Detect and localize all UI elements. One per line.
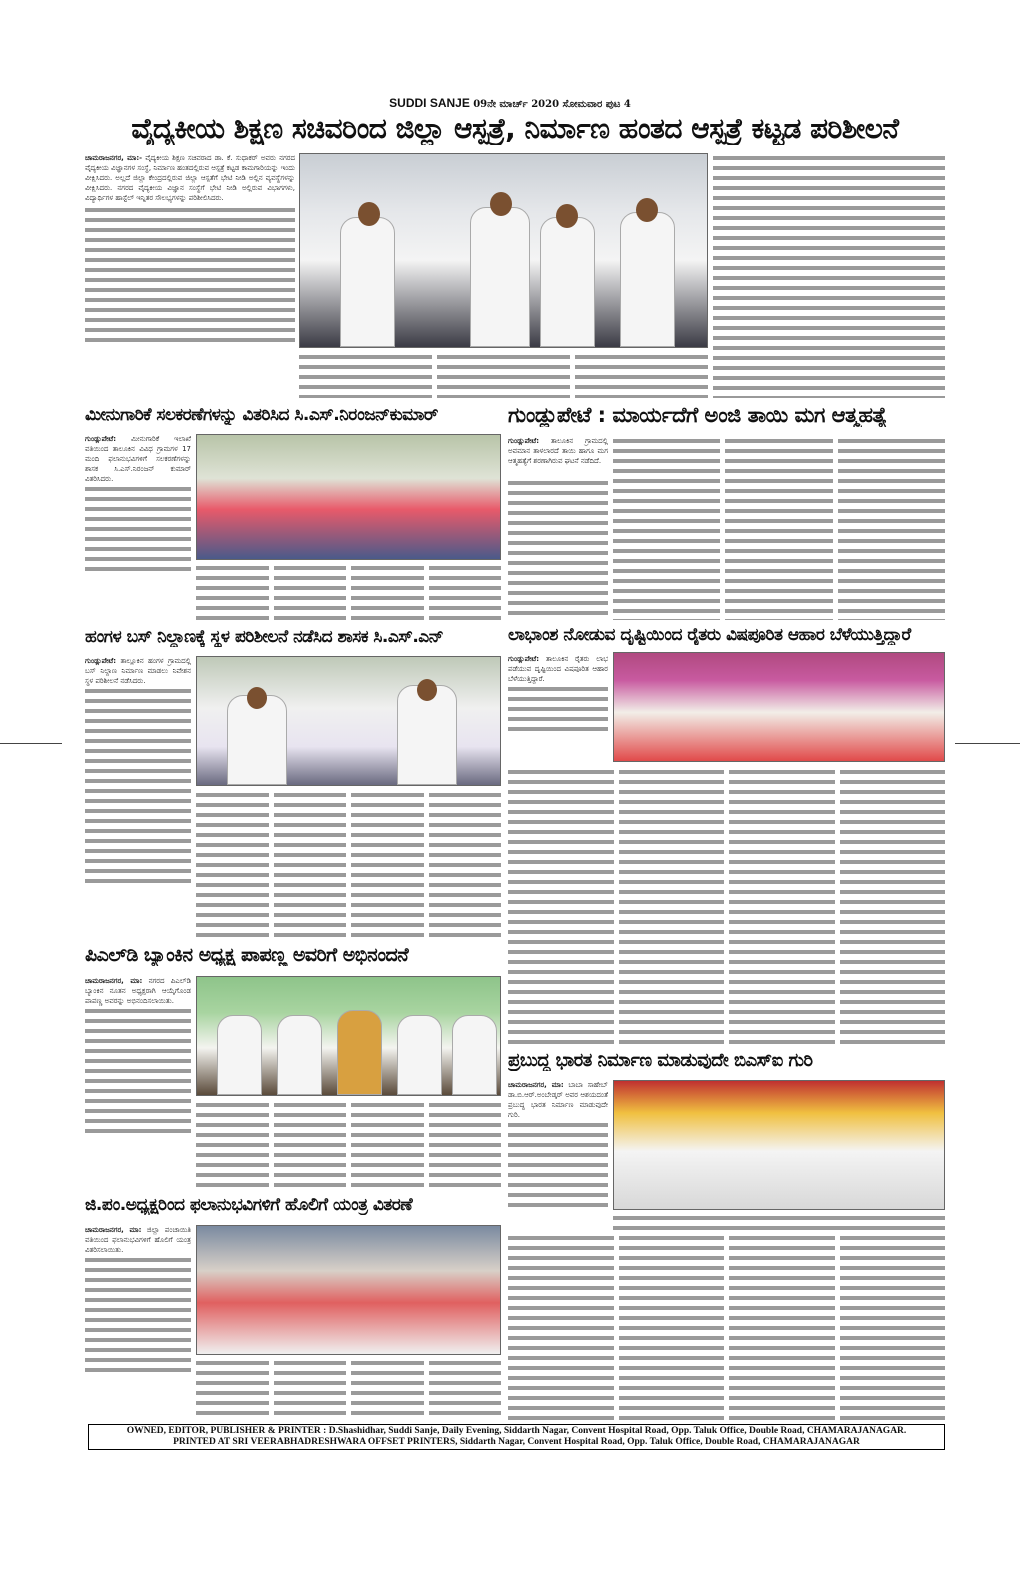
headline-sewing-machine: ಜಿ.ಪಂ.ಅಧ್ಯಕ್ಷರಿಂದ ಫಲಾನುಭವಿಗಳಿಗೆ ಹೊಲಿಗೆ ಯಂತ್ರ ವಿತರಣೆ [85, 1196, 413, 1215]
dateline: ಗುಂಡ್ಲುಪೇಟೆ: [508, 437, 540, 445]
article-1-text [85, 153, 295, 400]
headline-gundlupet: ಗುಂಡ್ಲುಪೇಟೆ : ಮಾರ್ಯದೆಗೆ ಅಂಜಿ ತಾಯಿ ಮಗ ಆತ್ಮಹತ್ಯೆ [508, 404, 887, 427]
article-8-columns [196, 1358, 501, 1420]
dateline: ಚಾಮರಾಜನಗರ, ಮಾ:- [85, 154, 143, 162]
article-4-text [85, 656, 191, 941]
article-5-columns [508, 767, 945, 1045]
dateline: ಗುಂಡ್ಲುಪೇಟೆ: [85, 657, 117, 665]
headline-pld-bank: ಪಿಎಲ್‌ಡಿ ಬ್ಯಾಂಕಿನ ಅಧ್ಯಕ್ಷ ಪಾಪಣ್ಣ ಅವರಿಗೆ ಅಭಿನಂದನೆ [85, 945, 409, 966]
article-lead: ತಾಲ್ಲೂಕಿನ ಹಂಗಳ ಗ್ರಾಮದಲ್ಲಿ ಬಸ್ ನಿಲ್ದಾಣ ನಿರ್ಮಾಣ ಮಾಡಲು ನಿವೇಶನ ಸ್ಥಳ ಪರಿಶೀಲನೆ ನಡೆಸಿದರು. [85, 657, 191, 685]
dateline: ಚಾಮರಾಜನಗರ, ಮಾ: [85, 1226, 142, 1234]
photo-sewing-machine-distribution [196, 1225, 501, 1355]
headline-bus-stand: ಹಂಗಳ ಬಸ್ ನಿಲ್ದಾಣಕ್ಕೆ ಸ್ಥಳ ಪರಿಶೀಲನೆ ನಡೆಸಿದ ಶಾಸಕ ಸಿ.ಎಸ್.ಎನ್ [85, 628, 444, 647]
article-lead: ಜಿಲ್ಲಾ ಪಂಚಾಯಿತಿ ವತಿಯಿಂದ ಫಲಾನುಭವಿಗಳಿಗೆ ಹೊಲಿಗೆ ಯಂತ್ರ ವಿತರಿಸಲಾಯಿತು. [85, 1226, 191, 1254]
margin-rule [0, 743, 62, 744]
photo-farmers-event [613, 652, 945, 762]
article-8-text [85, 1225, 191, 1420]
footer-printer: PRINTED AT SRI VEERABHADRESHWARA OFFSET PRINTERS, Siddarth Nagar, Convent Hospital Road, Opp. Taluk Office, Double Road, CHAMARAJANAGAR [173, 1437, 860, 1447]
photo-felicitation [196, 976, 501, 1096]
article-5-text [508, 654, 608, 764]
paper-name: SUDDI SANJE [389, 96, 470, 110]
dateline: ಚಾಮರಾಜನಗರ, ಮಾ: [85, 977, 143, 985]
article-1-right-column [713, 153, 945, 398]
article-7-columns [508, 1233, 945, 1420]
article-3-lead [508, 436, 608, 476]
dateline: ಗುಂಡ್ಲುಪೇಟೆ: [85, 435, 117, 443]
article-3-columns [613, 436, 945, 620]
article-1-columns [299, 352, 708, 398]
article-6-columns [196, 1100, 501, 1190]
masthead [0, 96, 1020, 110]
photo-fisheries-distribution [196, 434, 501, 560]
text-column [613, 1213, 945, 1231]
dateline: ಗುಂಡ್ಲುಪೇಟೆ: [508, 655, 540, 663]
article-lead: ಮೀನುಗಾರಿಕೆ ಇಲಾಖೆ ವತಿಯಿಂದ ತಾಲೂಕಿನ ವಿವಿಧ ಗ್ರಾಮಗಳ 17 ಮಂದಿ ಫಲಾನುಭವಿಗಳಿಗೆ ಸಲಕರಣೆಗಳನ್ನು ಶಾಸಕ ಸಿ.ಎಸ್.ನಿರಂಜನ್ ಕುಮಾರ್ ವಿತರಿಸಿದರು. [85, 435, 191, 483]
article-lead: ತಾಲೂಕಿನ ಗ್ರಾಮದಲ್ಲಿ ಅವಮಾನ ತಾಳಲಾರದೆ ತಾಯಿ ಹಾಗೂ ಮಗ ಆತ್ಮಹತ್ಯೆಗೆ ಶರಣಾಗಿರುವ ಘಟನೆ ನಡೆದಿದೆ. [508, 437, 608, 465]
article-7-text [508, 1080, 608, 1230]
date-page: 09ನೇ ಮಾರ್ಚ್ 2020 ಸೋಮವಾರ ಪುಟ 4 [473, 99, 631, 110]
article-6-text [85, 976, 191, 1190]
photo-bsi-event [613, 1080, 945, 1210]
headline-fisheries: ಮೀನುಗಾರಿಕೆ ಸಲಕರಣೆಗಳನ್ನು ವಿತರಿಸಿದ ಸಿ.ಎಸ್.ನಿರಂಜನ್‌ಕುಮಾರ್ [85, 406, 438, 425]
article-4-columns [196, 790, 501, 940]
article-lead: ಬಾಬಾ ಸಾಹೇಬ್ ಡಾ.ಬಿ.ಆರ್.ಅಂಬೇಡ್ಕರ್ ಅವರ ಆಶಯದಂತೆ ಪ್ರಬುದ್ಧ ಭಾರತ ನಿರ್ಮಾಣ ಮಾಡುವುದೇ ಗುರಿ. [508, 1081, 608, 1119]
headline-bsi: ಪ್ರಬುದ್ಧ ಭಾರತ ನಿರ್ಮಾಣ ಮಾಡುವುದೇ ಬಿಎಸ್‌ಐ ಗುರಿ [508, 1051, 813, 1071]
article-2-text [85, 434, 191, 622]
article-lead: ವೈದ್ಯಕೀಯ ಶಿಕ್ಷಣ ಸಚಿವರಾದ ಡಾ. ಕೆ. ಸುಧಾಕರ್ ಅವರು ನಗರದ ವೈದ್ಯಕೀಯ ವಿಜ್ಞಾನಗಳ ಸಂಸ್ಥೆ, ನಿರ್ಮಾಣ ಹಂತದಲ್ಲಿರುವ ಆಸ್ಪತ್ರೆ ಕಟ್ಟಡ ಕಾಮಗಾರಿಯನ್ನು ಇಂದು ವೀಕ್ಷಿಸಿದರು. ಅಲ್ಲದೆ ಜಿಲ್ಲಾ ಕೇಂದ್ರದಲ್ಲಿರುವ ಜಿಲ್ಲಾ ಆಸ್ಪತೆಗೆ ಭೇಟಿ ನೀಡಿ ಅಲ್ಲಿನ ವ್ಯವಸ್ಥೆಗಳನ್ನು ವೀಕ್ಷಿಸಿದರು. ನಗರದ ವೈದ್ಯಕೀಯ ವಿಜ್ಞಾನ ಸಂಸ್ಥೆಗೆ ಭೇಟಿ ನೀಡಿ ಅಲ್ಲಿರುವ ವಿಭಾಗಗಳು, ವಿದ್ಯಾರ್ಥಿಗಳ ಹಾಸ್ಟೆಲ್ ಇನ್ನಿತರ ಸೌಲಭ್ಯಗಳನ್ನು ಪರಿಶೀಲಿಸಿದರು. [85, 154, 295, 202]
photo-bus-stand-inspection [196, 656, 501, 786]
headline-main: ವೈದ್ಯಕೀಯ ಶಿಕ್ಷಣ ಸಚಿವರಿಂದ ಜಿಲ್ಲಾ ಆಸ್ಪತ್ರೆ, ನಿರ್ಮಾಣ ಹಂತದ ಆಸ್ಪತ್ರೆ ಕಟ್ಟಡ ಪರಿಶೀಲನೆ [131, 114, 899, 145]
photo-minister-visit [299, 153, 708, 348]
article-lead: ತಾಲೂಕಿನ ರೈತರು ಲಾಭ ಪಡೆಯುವ ದೃಷ್ಟಿಯಿಂದ ವಿಷಪೂರಿತ ಆಹಾರ ಬೆಳೆಯುತ್ತಿದ್ದಾರೆ. [508, 655, 608, 683]
dateline: ಚಾಮರಾಜನಗರ, ಮಾ: [508, 1081, 564, 1089]
text-column [508, 478, 608, 620]
margin-rule [955, 743, 1020, 744]
article-lead: ನಗರದ ಪಿಎಲ್‌ಡಿ ಬ್ಯಾಂಕಿನ ನೂತನ ಅಧ್ಯಕ್ಷರಾಗಿ ಆಯ್ಕೆಗೊಂಡ ಪಾಪಣ್ಣ ಅವರನ್ನು ಅಭಿನಂದಿಸಲಾಯಿತು. [85, 977, 191, 1005]
headline-farmers: ಲಾಭಾಂಶ ನೋಡುವ ದೃಷ್ಟಿಯಿಂದ ರೈತರು ವಿಷಪೂರಿತ ಆಹಾರ ಬೆಳೆಯುತ್ತಿದ್ದಾರೆ [508, 626, 911, 645]
article-2-columns [196, 563, 501, 621]
footer-owner: OWNED, EDITOR, PUBLISHER & PRINTER : D.Shashidhar, Suddi Sanje, Daily Evening, Siddarth Nagar, Convent Hospital Road, Opp. Taluk Office, Double Road, CHAMARAJANAGAR. [126, 1426, 907, 1436]
imprint-footer [88, 1424, 945, 1450]
